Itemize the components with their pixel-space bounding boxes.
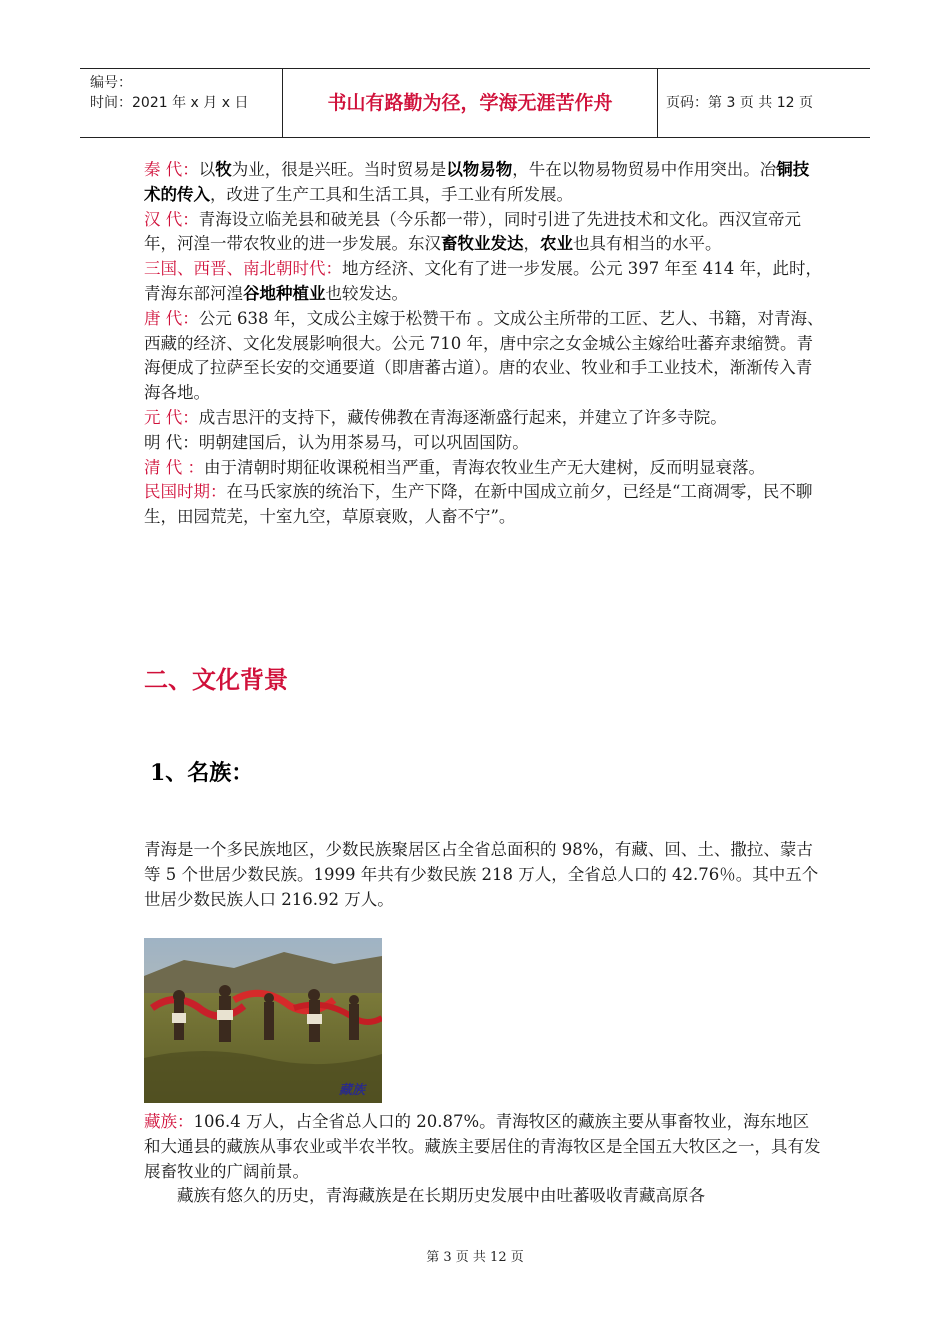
header-motto: 书山有路勤为径，学海无涯苦作舟 bbox=[282, 69, 658, 137]
entry-text: 在马氏家族的统治下，生产下降，在新中国成立前夕，已经是“工商凋零，民不聊生，田园荒芜，十室九空，草原衰败，人畜不宁”。 bbox=[144, 482, 813, 527]
entry-text: ， bbox=[523, 234, 540, 254]
era-label: 三国、西晋、南北朝时代： bbox=[144, 259, 342, 279]
era-label: 民国时期： bbox=[144, 482, 227, 502]
era-label: 清 代 ： bbox=[144, 457, 204, 477]
header-meta bbox=[80, 69, 282, 137]
emphasis-text: 畜牧业发达 bbox=[441, 234, 524, 254]
section-title: 二、文化背景 bbox=[144, 666, 288, 694]
intro-paragraph: 青海是一个多民族地区，少数民族聚居区占全省总面积的 98%，有藏、回、土、撒拉、蒙古等 5 个世居少数民族。1999 年共有少数民族 218 万人，全省总人口的 42.76％。其中五个世居少数民族人口 216.92 万人。 bbox=[144, 840, 819, 909]
history-entry bbox=[144, 158, 824, 208]
date-label: 时间：2021 年 x 月 x 日 bbox=[90, 95, 249, 111]
zangzu-label: 藏族： bbox=[144, 1112, 194, 1131]
entry-text: ，改进了生产工具和生活工具，手工业有所发展。 bbox=[210, 184, 573, 204]
entry-text: 以 bbox=[198, 160, 216, 179]
page-footer: 第 3 页 共 12 页 bbox=[426, 1250, 524, 1265]
era-label: 元 代： bbox=[144, 407, 199, 427]
emphasis-text: 谷地种植业 bbox=[243, 283, 326, 303]
page-header bbox=[80, 68, 870, 138]
history-section bbox=[144, 158, 824, 530]
zangzu-text: 106.4 万人，占全省总人口的 20.87%。青海牧区的藏族主要从事畜牧业，海东地区和大通县的藏族从事农业或半农半牧。藏族主要居住的青海牧区是全国五大牧区之一，具有发展畜牧业的广阔前景。 bbox=[144, 1112, 821, 1181]
emphasis-text: 农业 bbox=[540, 234, 573, 254]
entry-text: 公元 638 年，文成公主嫁于松赞干布 。文成公主所带的工匠、艺人、书籍，对青海、西藏的经济、文化发展影响很大。公元 710 年，唐中宗之女金城公主嫁给吐蕃弃隶缩赞。青海便成了拉萨至长安的交通要道（即唐蕃古道）。唐的农业、牧业和手工业技术，渐渐传入青海各地。 bbox=[144, 308, 824, 403]
tibetan-dance-photo bbox=[144, 938, 382, 1103]
history-entry bbox=[144, 406, 824, 431]
entry-text: 明朝建国后，认为用茶易马，可以巩固国防。 bbox=[198, 432, 529, 452]
history-entry bbox=[144, 208, 824, 258]
zangzu-para2: 藏族有悠久的历史，青海藏族是在长期历史发展中由吐蕃吸收青藏高原各 bbox=[177, 1186, 705, 1206]
entry-text: 成吉思汗的支持下，藏传佛教在青海逐渐盛行起来，并建立了许多寺院。 bbox=[198, 407, 727, 427]
entry-text: 地方经济、文化有了进一步发展。公元 397 年至 414 年，此时，青海东部河湟 bbox=[144, 259, 822, 303]
era-label: 汉 代： bbox=[144, 209, 199, 229]
zangzu-paragraph bbox=[144, 1110, 824, 1209]
history-entry bbox=[144, 480, 824, 530]
history-entry bbox=[144, 456, 824, 481]
history-entry bbox=[144, 307, 824, 406]
era-label: 秦 代： bbox=[144, 160, 199, 179]
header-page-info: 页码：第 3 页 共 12 页 bbox=[666, 95, 813, 111]
code-label: 编号： bbox=[90, 75, 132, 91]
entry-text: 由于清朝时期征收课税相当严重，青海农牧业生产无大建树，反而明显衰落。 bbox=[204, 457, 765, 477]
subsection-title: 1、名族： bbox=[150, 760, 254, 786]
history-entry bbox=[144, 431, 824, 456]
history-entry bbox=[144, 257, 824, 307]
emphasis-text: 铜技术的传入 bbox=[144, 160, 810, 204]
entry-text: ，牛在以物易物贸易中作用突出。冶 bbox=[512, 160, 777, 179]
entry-text: 也较发达。 bbox=[325, 283, 408, 303]
entry-text: 青海设立临羌县和破羌县（今乐都一带），同时引进了先进技术和文化。西汉宣帝元年，河湟一带农牧业的进一步发展。东汉 bbox=[144, 209, 801, 254]
emphasis-text: 以物易物 bbox=[446, 160, 513, 179]
entry-text: 为业，很是兴旺。当时贸易是 bbox=[231, 160, 447, 179]
emphasis-text: 牧 bbox=[215, 160, 232, 179]
era-label: 明 代： bbox=[144, 432, 199, 452]
entry-text: 也具有相当的水平。 bbox=[573, 234, 722, 254]
photo-caption: 藏族 bbox=[338, 1083, 366, 1098]
era-label: 唐 代： bbox=[144, 308, 199, 328]
